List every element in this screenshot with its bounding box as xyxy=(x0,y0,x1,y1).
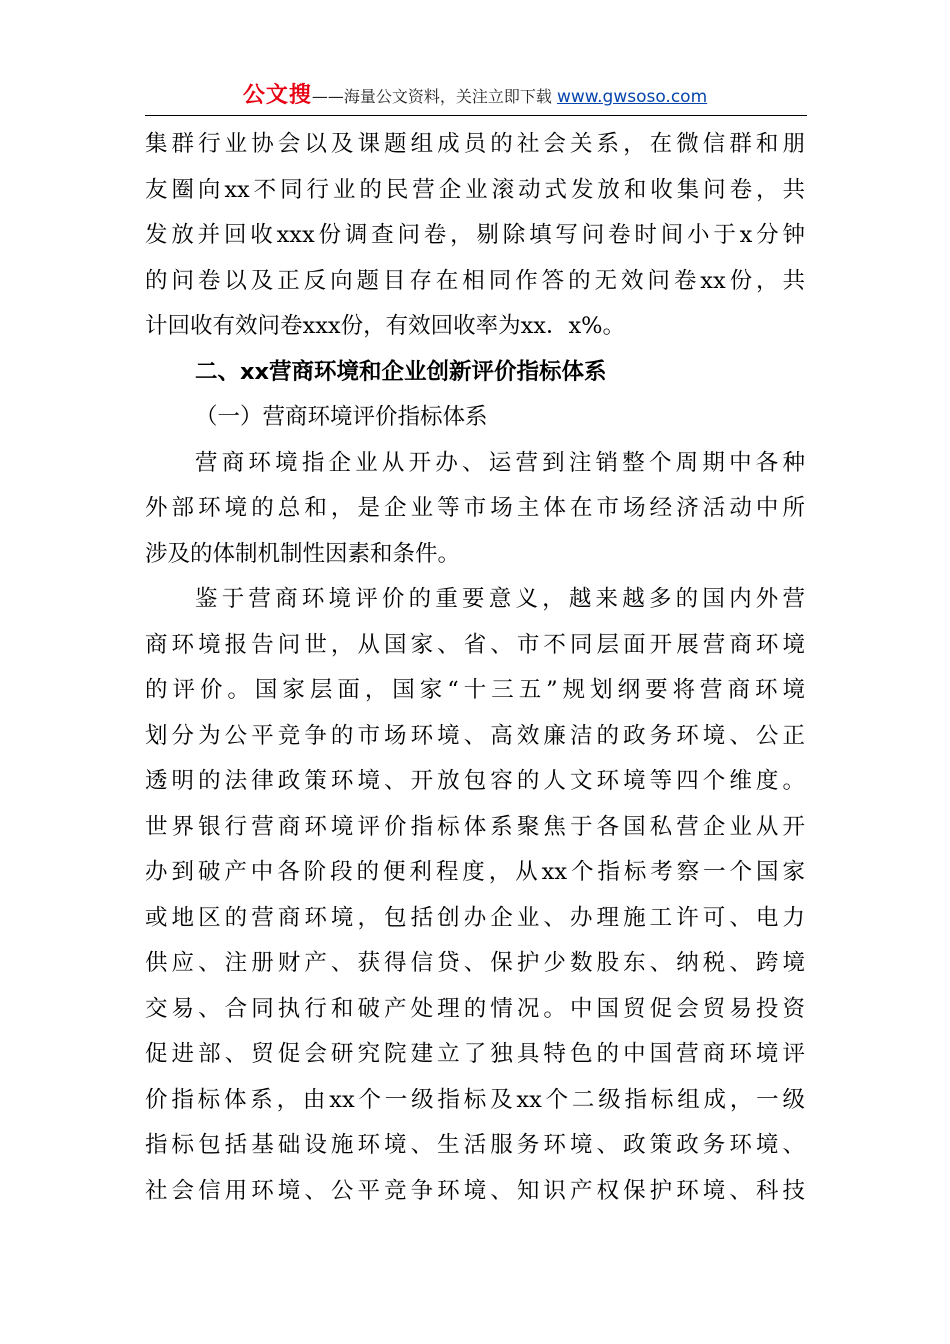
paragraph-line: 商环境报告问世，从国家、省、市不同层面开展营商环境 xyxy=(145,631,805,658)
paragraph-line: 划分为公平竞争的市场环境、高效廉洁的政务环境、公正 xyxy=(145,722,805,749)
paragraph-line: 计回收有效问卷xxx份，有效回收率为xx．x%。 xyxy=(145,313,626,339)
document-body xyxy=(145,122,805,1214)
paragraph-line: 的评价。国家层面，国家“十三五”规划纲要将营商环境 xyxy=(145,677,805,703)
paragraph-line: 供应、注册财产、获得信贷、保护少数股东、纳税、跨境 xyxy=(145,950,805,976)
paragraph-line: 的问卷以及正反向题目存在相同作答的无效问卷xx份，共 xyxy=(145,267,805,294)
header-website-link[interactable]: www.gwsoso.com xyxy=(556,87,708,107)
paragraph-line: 鉴于营商环境评价的重要意义，越来越多的国内外营 xyxy=(195,586,805,612)
paragraph-line: 外部环境的总和，是企业等市场主体在市场经济活动中所 xyxy=(145,495,805,521)
paragraph-line: 集群行业协会以及课题组成员的社会关系，在微信群和朋 xyxy=(145,131,805,157)
header-tagline: ——海量公文资料，关注立即下载 xyxy=(311,87,552,106)
paragraph-line: 办到破产中各阶段的便利程度，从xx个指标考察一个国家 xyxy=(145,859,805,885)
subsection-heading: （一）营商环境评价指标体系 xyxy=(195,404,488,430)
brand-logo-text: 公文搜 xyxy=(242,83,312,108)
paragraph-line: 交易、合同执行和破产处理的情况。中国贸促会贸易投资 xyxy=(145,995,805,1022)
paragraph-line: 价指标体系，由xx个一级指标及xx个二级指标组成，一级 xyxy=(145,1086,805,1113)
page-header xyxy=(145,78,805,114)
paragraph-line: 指标包括基础设施环境、生活服务环境、政策政务环境、 xyxy=(145,1132,805,1158)
paragraph-line: 透明的法律政策环境、开放包容的人文环境等四个维度。 xyxy=(145,768,805,794)
paragraph-line: 发放并回收xxx份调查问卷，剔除填写问卷时间小于x分钟 xyxy=(145,222,805,248)
paragraph-line: 友圈向xx不同行业的民营企业滚动式发放和收集问卷，共 xyxy=(145,176,805,203)
paragraph-line: 涉及的体制机制性因素和条件。 xyxy=(145,540,461,567)
paragraph-line: 社会信用环境、公平竞争环境、知识产权保护环境、科技 xyxy=(145,1177,805,1204)
section-heading: 二、xx营商环境和企业创新评价指标体系 xyxy=(195,358,607,385)
header-divider xyxy=(145,115,807,116)
paragraph-line: 营商环境指企业从开办、运营到注销整个周期中各种 xyxy=(195,449,805,476)
paragraph-line: 或地区的营商环境，包括创办企业、办理施工许可、电力 xyxy=(145,904,805,931)
paragraph-line: 促进部、贸促会研究院建立了独具特色的中国营商环境评 xyxy=(145,1041,805,1067)
paragraph-line: 世界银行营商环境评价指标体系聚焦于各国私营企业从开 xyxy=(145,813,805,840)
